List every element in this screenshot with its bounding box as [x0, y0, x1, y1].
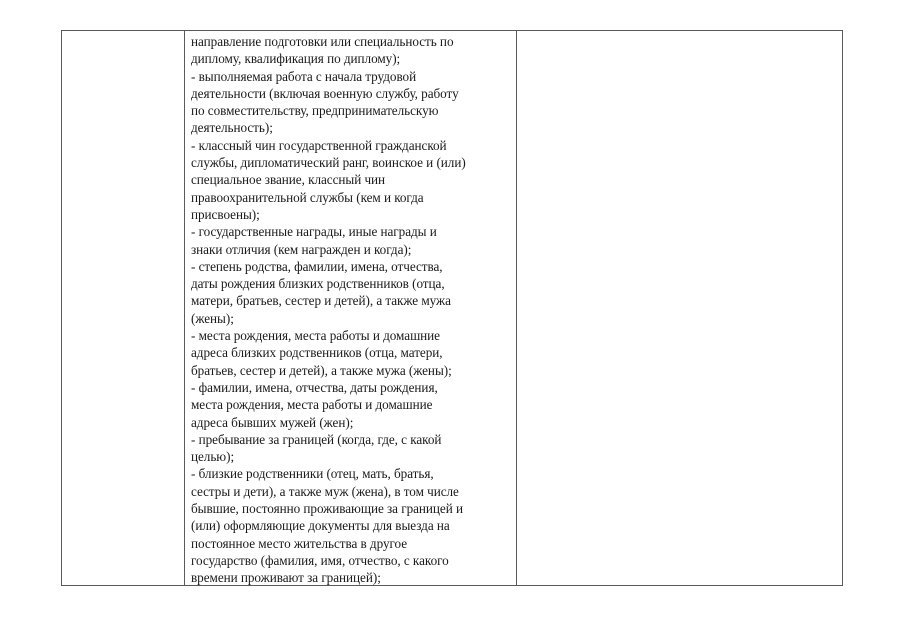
text-line: постоянное место жительства в другое: [191, 535, 408, 551]
text-line: - места рождения, места работы и домашние: [191, 328, 440, 344]
text-line: даты рождения близких родственников (отца,: [191, 276, 445, 292]
text-line: - пребывание за границей (когда, где, с какой: [191, 431, 442, 447]
column-divider-1: [184, 31, 185, 585]
text-line: специальное звание, классный чин: [191, 172, 386, 188]
text-line: - фамилии, имена, отчества, даты рождения,: [191, 379, 438, 395]
text-line: - классный чин государственной гражданской: [191, 137, 447, 153]
text-line: правоохранительной службы (кем и когда: [191, 189, 424, 205]
text-line: - государственные награды, иные награды и: [191, 224, 437, 240]
text-line: диплому, квалификация по диплому);: [191, 51, 401, 67]
text-line: братьев, сестер и детей), а также мужа (жены);: [191, 362, 452, 378]
text-line: адреса бывших мужей (жен);: [191, 414, 354, 430]
table-cell-content: [191, 33, 513, 587]
text-line: времени проживают за границей);: [191, 570, 381, 586]
text-line: - степень родства, фамилии, имена, отчества,: [191, 258, 443, 274]
text-line: деятельности (включая военную службу, работу: [191, 85, 459, 101]
text-line: матери, братьев, сестер и детей), а также мужа: [191, 293, 451, 309]
text-line: адреса близких родственников (отца, матери,: [191, 345, 443, 361]
text-line: знаки отличия (кем награжден и когда);: [191, 241, 412, 257]
text-line: государство (фамилия, имя, отчество, с какого: [191, 552, 449, 568]
text-line: (или) оформляющие документы для выезда на: [191, 518, 450, 534]
text-line: (жены);: [191, 310, 234, 326]
text-line: - близкие родственники (отец, мать, братья,: [191, 466, 434, 482]
text-line: места рождения, места работы и домашние: [191, 397, 433, 413]
text-line: присвоены);: [191, 206, 260, 222]
text-line: направление подготовки или специальность по: [191, 34, 454, 49]
text-line: целью);: [191, 449, 235, 465]
text-line: сестры и дети), а также муж (жена), в том числе: [191, 483, 459, 499]
text-line: бывшие, постоянно проживающие за границей и: [191, 501, 463, 517]
document-table: [61, 30, 843, 586]
column-divider-2: [516, 31, 517, 585]
text-line: - выполняемая работа с начала трудовой: [191, 68, 417, 84]
text-line: деятельность);: [191, 120, 273, 136]
text-line: службы, дипломатический ранг, воинское и (или): [191, 155, 466, 171]
text-line: по совместительству, предпринимательскую: [191, 103, 439, 119]
